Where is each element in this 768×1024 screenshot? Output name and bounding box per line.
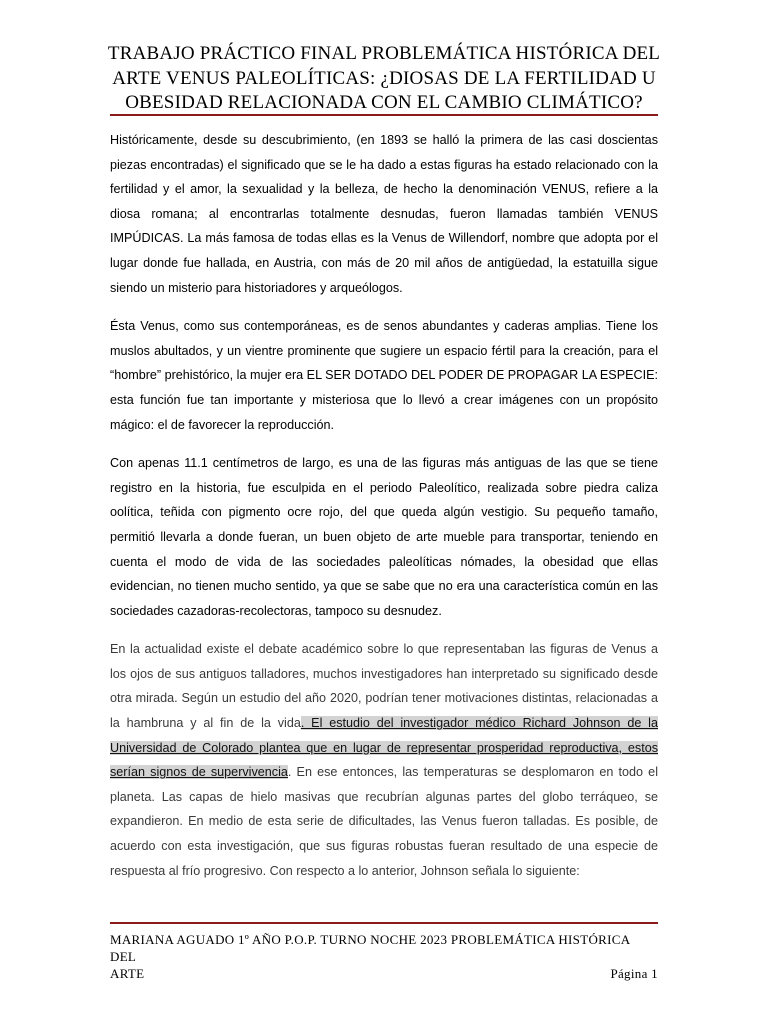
page-number: Página 1: [610, 966, 658, 981]
document-title: TRABAJO PRÁCTICO FINAL PROBLEMÁTICA HISTÓRICA DEL ARTE VENUS PALEOLÍTICAS: ¿DIOSAS DE LA FERTILIDAD U OBESIDAD RELACIONADA CON EL CAMBIO CLIMÁTICO?: [107, 43, 661, 113]
header-divider: [110, 114, 658, 116]
paragraph-4: [110, 637, 658, 883]
footer-author-line: MARIANA AGUADO 1º AÑO P.O.P. TURNO NOCHE 2023 PROBLEMÁTICA HISTÓRICA DEL: [110, 932, 630, 964]
highlighted-passage: . El estudio del investigador médico Richard Johnson de la Universidad de Colorado plantea que en lugar de representar prosperidad reproductiva, estos serían signos de supervivencia: [110, 716, 658, 780]
paragraph-2: Ésta Venus, como sus contemporáneas, es de senos abundantes y caderas amplias. Tiene los muslos abultados, y un vientre prominente que sugiere un espacio fértil para la creación, para el “hombre” prehistórico, la mujer era EL SER DOTADO DEL PODER DE PROPAGAR LA ESPECIE: esta función fue tan importante y misteriosa que lo llevó a crear imágenes con un propósito mágico: el de favorecer la reproducción.: [110, 319, 658, 432]
paragraph-3: Con apenas 11.1 centímetros de largo, es una de las figuras más antiguas de las que se tiene registro en la historia, fue esculpida en el periodo Paleolítico, realizada sobre piedra caliza oolítica, teñida con pigmento ocre rojo, del que queda algún vestigio. Su pequeño tamaño, permitió llevarla a donde fueran, un buen objeto de arte mueble para transportar, teniendo en cuenta el modo de vida de las sociedades paleolíticas nómades, la obesidad que ellas evidencian, no tienen mucho sentido, ya que se sabe que no era una característica común en las sociedades cazadoras-recolectoras, tampoco su desnudez.: [110, 456, 658, 618]
footer-divider: [110, 922, 658, 924]
page-footer: [110, 931, 658, 982]
paragraph-4-rest: . En ese entonces, las temperaturas se desplomaron en todo el planeta. Las capas de hielo masivas que recubrían algunas partes del globo terráqueo, se expandieron. En medio de esta serie de dificultades, las Venus fueron talladas. Es posible, de acuerdo con esta investigación, que sus figuras robustas fueran resultado de una especie de respuesta al frío progresivo. Con respecto a lo anterior, Johnson señala lo siguiente:: [110, 765, 658, 878]
paragraph-1: Históricamente, desde su descubrimiento, (en 1893 se halló la primera de las casi doscientas piezas encontradas) el significado que se le ha dado a estas figuras ha estado relacionado con la fertilidad y el amor, la sexualidad y la belleza, de hecho la denominación VENUS, refiere a la diosa romana; al encontrarlas totalmente desnudas, fueron llamadas también VENUS IMPÚDICAS. La más famosa de todas ellas es la Venus de Willendorf, nombre que adopta por el lugar donde fue hallada, en Austria, con más de 20 mil años de antigüedad, la estatuilla sigue siendo un misterio para historiadores y arqueólogos.: [110, 133, 658, 295]
document-body: [110, 128, 658, 897]
paragraph-4-intro: En la actualidad existe el debate académico sobre lo que representaban las figuras de Venus a los ojos de sus antiguos talladores, muchos investigadores han interpretado su significado desde otra mirada. Según un estudio del año 2020, podrían tener motivaciones distintas, relacionadas a la hambruna y al fin de la vida: [110, 642, 658, 731]
footer-subject-continuation: ARTE: [110, 966, 145, 981]
